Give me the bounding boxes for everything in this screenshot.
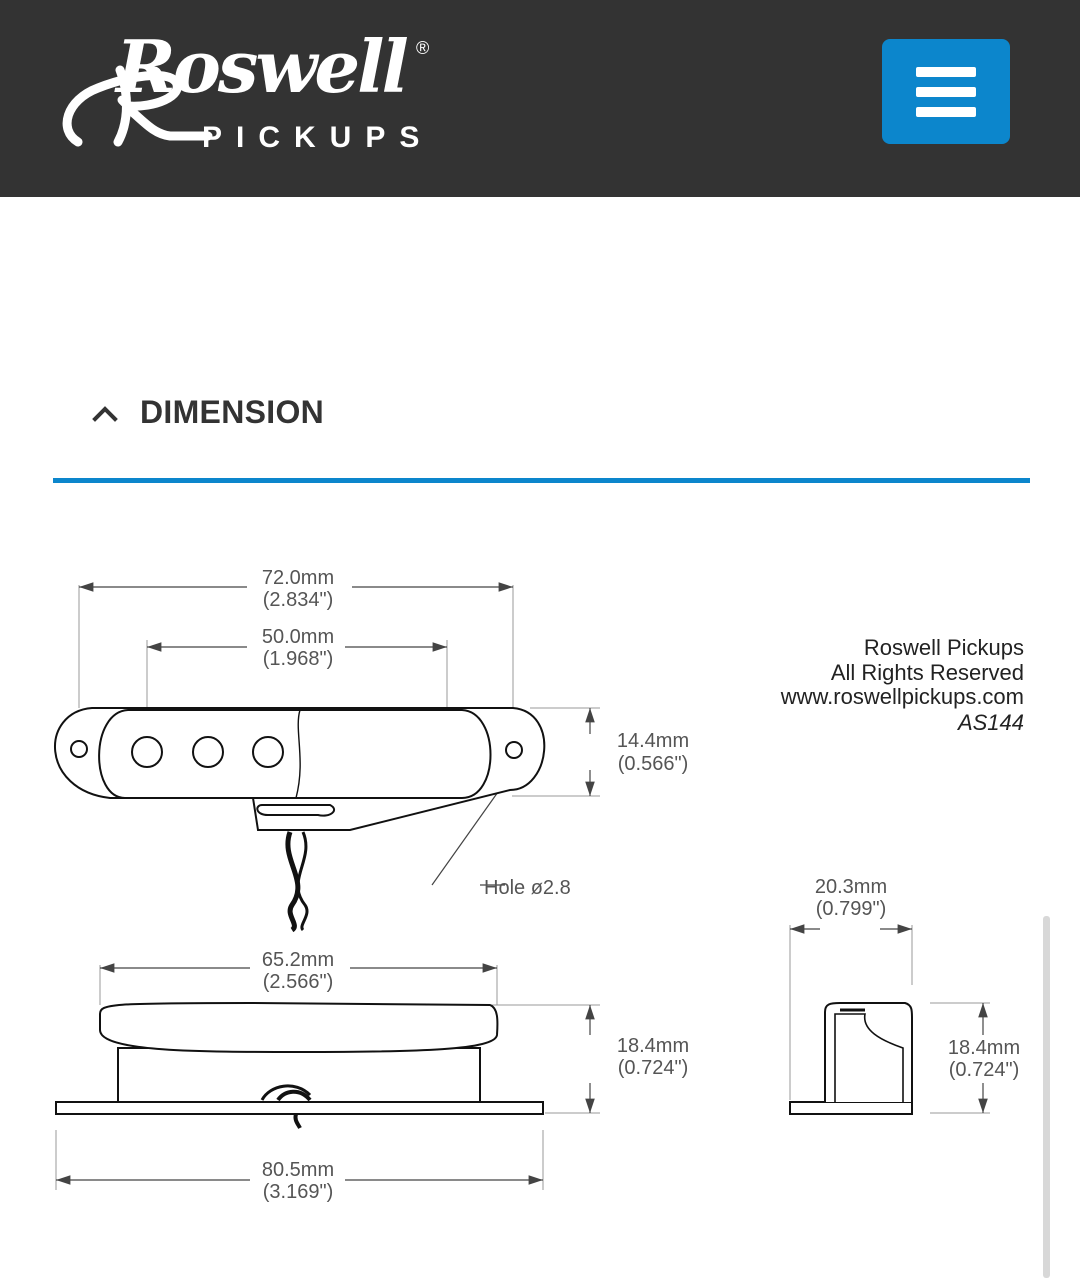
logo-subtitle: PICKUPS (202, 121, 434, 154)
end-width-mm: 20.3mm (814, 876, 888, 898)
copyright-block (780, 635, 1024, 735)
end-height-mm: 18.4mm (947, 1037, 1021, 1059)
credit-line-3: www.roswellpickups.com (780, 684, 1024, 709)
dimension-diagram (0, 540, 1080, 1240)
side-height-in: (0.724") (617, 1057, 689, 1079)
top-height-in: (0.566") (617, 753, 689, 775)
pole-span-mm: 50.0mm (261, 626, 335, 648)
top-height-mm: 14.4mm (616, 730, 690, 752)
end-height-in: (0.724") (948, 1059, 1020, 1081)
menu-button[interactable] (882, 39, 1010, 144)
end-width-in: (0.799") (815, 898, 887, 920)
credit-line-1: Roswell Pickups (863, 635, 1024, 660)
base-width-in: (3.169") (262, 1181, 334, 1203)
logo-graphic (58, 30, 448, 160)
cover-width-in: (2.566") (262, 971, 334, 993)
pole-span-in: (1.968") (262, 648, 334, 670)
dimension-drawing (0, 540, 1080, 1240)
accordion-divider (53, 478, 1030, 483)
credit-line-2: All Rights Reserved (830, 660, 1024, 685)
registered-mark: ® (416, 38, 430, 58)
chevron-up-icon (91, 403, 119, 423)
section-title: DIMENSION (140, 394, 325, 430)
logo-wordmark: Roswell (116, 30, 406, 109)
pickup-top-view (55, 708, 544, 930)
dimension-accordion-toggle[interactable] (53, 380, 1030, 450)
page-scrollbar[interactable] (1043, 916, 1050, 1278)
hole-label: Hole ø2.8 (484, 877, 571, 899)
roswell-pickups-logo[interactable] (58, 30, 448, 160)
pickup-end-view (790, 1003, 912, 1114)
pickup-side-view (56, 1003, 543, 1128)
top-width-mm: 72.0mm (261, 567, 335, 589)
base-width-mm: 80.5mm (261, 1159, 335, 1181)
side-height-mm: 18.4mm (616, 1035, 690, 1057)
cover-width-mm: 65.2mm (261, 949, 335, 971)
top-width-in: (2.834") (262, 589, 334, 611)
site-header (0, 0, 1080, 197)
model-number: AS144 (957, 710, 1024, 735)
